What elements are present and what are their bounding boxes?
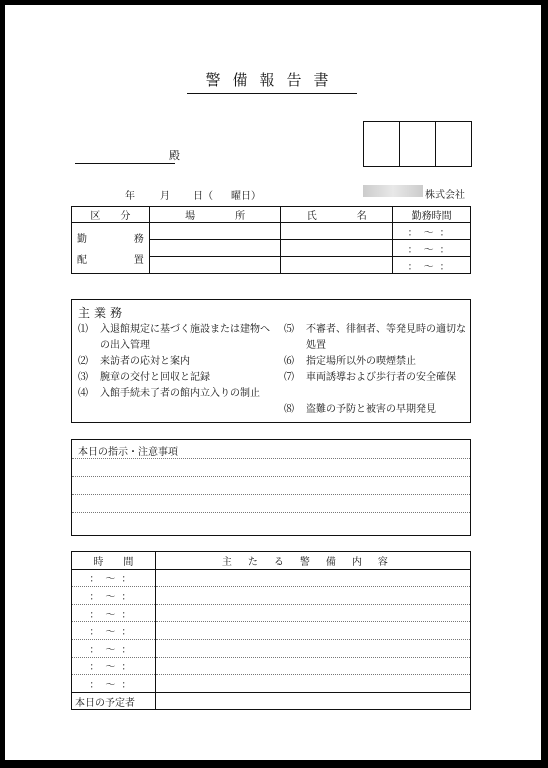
log-time-cell[interactable]: ：～： xyxy=(72,604,156,622)
log-time-cell[interactable]: ：～： xyxy=(72,569,156,587)
stamp-box[interactable] xyxy=(400,122,436,166)
duty-item xyxy=(284,322,468,354)
log-time-cell[interactable]: ：～： xyxy=(72,622,156,640)
log-row xyxy=(72,622,471,640)
duty-number: ⑶ xyxy=(78,372,88,383)
date-day-label: 日（ xyxy=(193,191,213,202)
company-label: 株式会社 xyxy=(425,190,465,201)
duty-number: ⑴ xyxy=(78,324,88,335)
header-name: 氏 名 xyxy=(281,207,393,223)
notes-line xyxy=(72,494,470,495)
log-row xyxy=(72,569,471,587)
scheduled-staff-cell[interactable] xyxy=(155,692,470,710)
row-label-cell xyxy=(72,223,150,274)
duty-text: 指定場所以外の喫煙禁止 xyxy=(306,356,416,367)
duty-item xyxy=(284,354,468,370)
instructions-notes-box[interactable] xyxy=(71,439,471,536)
log-time-header: 時 間 xyxy=(72,552,156,570)
date-month-label: 月 xyxy=(160,191,170,202)
log-content-cell[interactable] xyxy=(155,622,470,640)
log-content-cell[interactable] xyxy=(155,587,470,605)
duty-text: 盗難の予防と被害の早期発見 xyxy=(306,404,436,415)
log-content-header: 主たる警備内容 xyxy=(155,552,470,570)
log-time-cell[interactable]: ：～： xyxy=(72,587,156,605)
log-content-cell[interactable] xyxy=(155,657,470,675)
date-weekday-label: 曜日） xyxy=(231,191,261,202)
log-time-cell[interactable]: ：～： xyxy=(72,639,156,657)
main-duties-box xyxy=(71,299,471,423)
assignment-table xyxy=(71,206,471,274)
duties-heading: 主業務 xyxy=(78,306,127,320)
stamp-box[interactable] xyxy=(364,122,400,166)
header-place: 場 所 xyxy=(149,207,281,223)
log-header-row xyxy=(72,552,471,570)
label-hai: 配 xyxy=(77,255,87,266)
duty-text: 車両誘導および歩行者の安全確保 xyxy=(306,372,456,383)
log-row xyxy=(72,675,471,693)
duty-number: ⑻ xyxy=(284,404,294,415)
duty-item xyxy=(78,386,278,418)
label-chi: 置 xyxy=(133,255,144,266)
place-cell[interactable] xyxy=(149,257,281,274)
notes-line xyxy=(72,476,470,477)
log-row xyxy=(72,604,471,622)
duty-item xyxy=(284,370,468,402)
log-content-cell[interactable] xyxy=(155,604,470,622)
header-hours: 勤務時間 xyxy=(393,207,471,223)
security-log-table xyxy=(71,551,471,710)
log-footer-row xyxy=(72,692,471,710)
stamp-box[interactable] xyxy=(436,122,471,166)
log-row xyxy=(72,587,471,605)
duty-text: 入館手続未了者の館内立入りの制止 xyxy=(100,388,260,399)
hours-cell[interactable]: ：～： xyxy=(393,257,471,274)
notes-label: 本日の指示・注意事項 xyxy=(78,447,178,458)
addressee-suffix: 殿 xyxy=(169,149,180,162)
duty-text: 来訪者の応対と案内 xyxy=(100,356,190,367)
hours-cell[interactable]: ：～： xyxy=(393,223,471,240)
duty-number: ⑺ xyxy=(284,372,294,383)
page-title: 警備報告書 xyxy=(205,71,341,89)
log-content-cell[interactable] xyxy=(155,639,470,657)
duty-item xyxy=(78,370,278,386)
duty-item xyxy=(78,322,278,354)
log-time-cell[interactable]: ：～： xyxy=(72,675,156,693)
header-category: 区 分 xyxy=(72,207,150,223)
log-content-cell[interactable] xyxy=(155,675,470,693)
duty-number: ⑹ xyxy=(284,356,294,367)
place-cell[interactable] xyxy=(149,223,281,240)
notes-line xyxy=(72,512,470,513)
label-kin: 勤 xyxy=(77,234,87,245)
name-cell[interactable] xyxy=(281,257,393,274)
date-year-label: 年 xyxy=(125,191,135,202)
approval-stamp-boxes[interactable] xyxy=(363,121,472,167)
name-cell[interactable] xyxy=(281,240,393,257)
addressee-field[interactable] xyxy=(75,163,175,164)
duty-item xyxy=(78,354,278,370)
duty-number: ⑷ xyxy=(78,388,88,399)
report-form xyxy=(5,5,541,760)
duty-text: 入退館規定に基づく施設または建物への出入管理 xyxy=(100,324,270,351)
log-time-cell[interactable]: ：～： xyxy=(72,657,156,675)
duty-number: ⑸ xyxy=(284,324,294,335)
duty-text: 不審者、徘徊者、等発見時の適切な処置 xyxy=(306,324,466,351)
company-name-redacted xyxy=(363,185,423,197)
duty-number: ⑵ xyxy=(78,356,88,367)
title-underline xyxy=(187,93,357,94)
assignment-row xyxy=(72,223,471,240)
duty-text: 腕章の交付と回収と記録 xyxy=(100,372,210,383)
log-row xyxy=(72,639,471,657)
scheduled-staff-label: 本日の予定者 xyxy=(72,692,156,710)
log-content-cell[interactable] xyxy=(155,569,470,587)
name-cell[interactable] xyxy=(281,223,393,240)
log-row xyxy=(72,657,471,675)
label-mu: 務 xyxy=(133,234,144,245)
hours-cell[interactable]: ：～： xyxy=(393,240,471,257)
duty-item xyxy=(284,402,468,418)
notes-line xyxy=(72,458,470,459)
assignment-header-row xyxy=(72,207,471,223)
place-cell[interactable] xyxy=(149,240,281,257)
